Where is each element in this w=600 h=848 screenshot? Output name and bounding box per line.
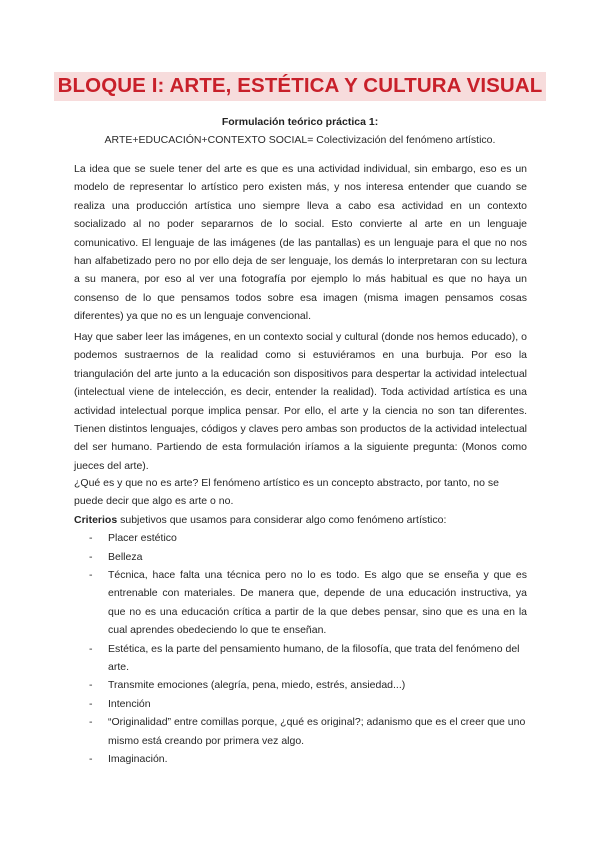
list-item: [74, 548, 527, 566]
criteria-label-rest: subjetivos que usamos para considerar algo como fenómeno artístico:: [117, 513, 447, 526]
criteria-label-bold: Criterios: [74, 513, 118, 526]
list-item-text: Belleza: [108, 550, 143, 563]
list-item-text: “Originalidad” entre comillas porque, ¿qué es original?; adanismo que es el creer que uno mismo está creando por primera vez algo.: [108, 716, 526, 747]
paragraph-3-text: ¿Qué es y que no es arte? El fenómeno artístico es un concepto abstracto, por tanto, no se puede decir que algo es arte o no.: [74, 477, 499, 508]
paragraph-1: [74, 160, 527, 326]
page-title: BLOQUE I: ARTE, ESTÉTICA Y CULTURA VISUAL: [54, 72, 547, 101]
bullet-dash: -: [89, 753, 93, 766]
paragraph-2: [74, 328, 527, 475]
list-item: [74, 750, 527, 768]
list-item: [74, 529, 527, 547]
list-item: [74, 713, 527, 750]
subtitle: Formulación teórico práctica 1:: [221, 116, 379, 128]
bullet-dash: -: [89, 679, 93, 692]
title-block: [0, 72, 600, 101]
list-item-text: Estética, es la parte del pensamiento humano, de la filosofía, que trata del fenómeno del arte.: [108, 642, 520, 674]
paragraph-3-section: [74, 474, 527, 769]
bullet-dash: -: [89, 697, 93, 710]
bullet-dash: -: [89, 532, 93, 545]
bullet-dash: -: [89, 550, 93, 563]
list-item: [74, 640, 527, 677]
list-item: [74, 566, 527, 640]
criteria-list: [74, 529, 527, 768]
list-item: [74, 695, 527, 713]
bullet-dash: -: [89, 569, 93, 582]
paragraph-2-text: Hay que saber leer las imágenes, en un contexto social y cultural (donde nos hemos educado), o podemos sustraernos de la realidad como si estuviéramos en una burbuja. Por eso la triangulación del arte junto a la educación son dispositivos para despertar la actividad intelectual (intelectual viene de intelección, es decir, entender la realidad). Toda actividad artística es una actividad intelectual porque implica pensar. Por ello, el arte y la ciencia no son tan diferentes. Tienen distintos lenguajes, códigos y claves pero ambas son productos de la actividad intelectual del ser humano. Partiendo de esta formulación iríamos a la siguiente pregunta: (Monos como jueces del arte).: [74, 331, 527, 472]
list-item-text: Placer estético: [108, 532, 177, 545]
bullet-dash: -: [89, 716, 93, 729]
list-item: [74, 676, 527, 694]
list-item-text: Imaginación.: [108, 753, 168, 766]
formula-line: ARTE+EDUCACIÓN+CONTEXTO SOCIAL= Colectivización del fenómeno artístico.: [104, 134, 496, 146]
bullet-dash: -: [89, 642, 93, 655]
list-item-text: Intención: [108, 697, 151, 710]
list-item-text: Transmite emociones (alegría, pena, miedo, estrés, ansiedad...): [108, 679, 406, 692]
paragraph-1-text: La idea que se suele tener del arte es que es una actividad individual, sin embargo, eso es un modelo de representar lo artístico pero existen más, y nos interesa entender que cuando se realiza una producción artística uno siempre lleva a cabo esa actividad en un contexto socializado al no poder separarnos de lo social. Esto convierte al arte en un lenguaje comunicativo. El lenguaje de las imágenes (de las pantallas) es un lenguaje para el que no nos han alfabetizado pero no por ello deja de ser lenguaje, los demás lo interpretaran con su lectura a su manera, por eso al ver una fotografía por ejemplo lo más habitual es que no haya un consenso de lo que pensamos todos sobre esa imagen (misma imagen pensamos cosas diferentes) ya que no es un lenguaje convencional.: [74, 163, 527, 323]
list-item-text: Técnica, hace falta una técnica pero no lo es todo. Es algo que se enseña y que es entrenable con materiales. De manera que, depende de una educación instructiva, ya que no es una educación crítica a partir de la que debes pensar, sino que es una en la cual aprendes obedeciendo lo que te enseñan.: [108, 569, 527, 637]
criteria-heading: [74, 511, 527, 529]
